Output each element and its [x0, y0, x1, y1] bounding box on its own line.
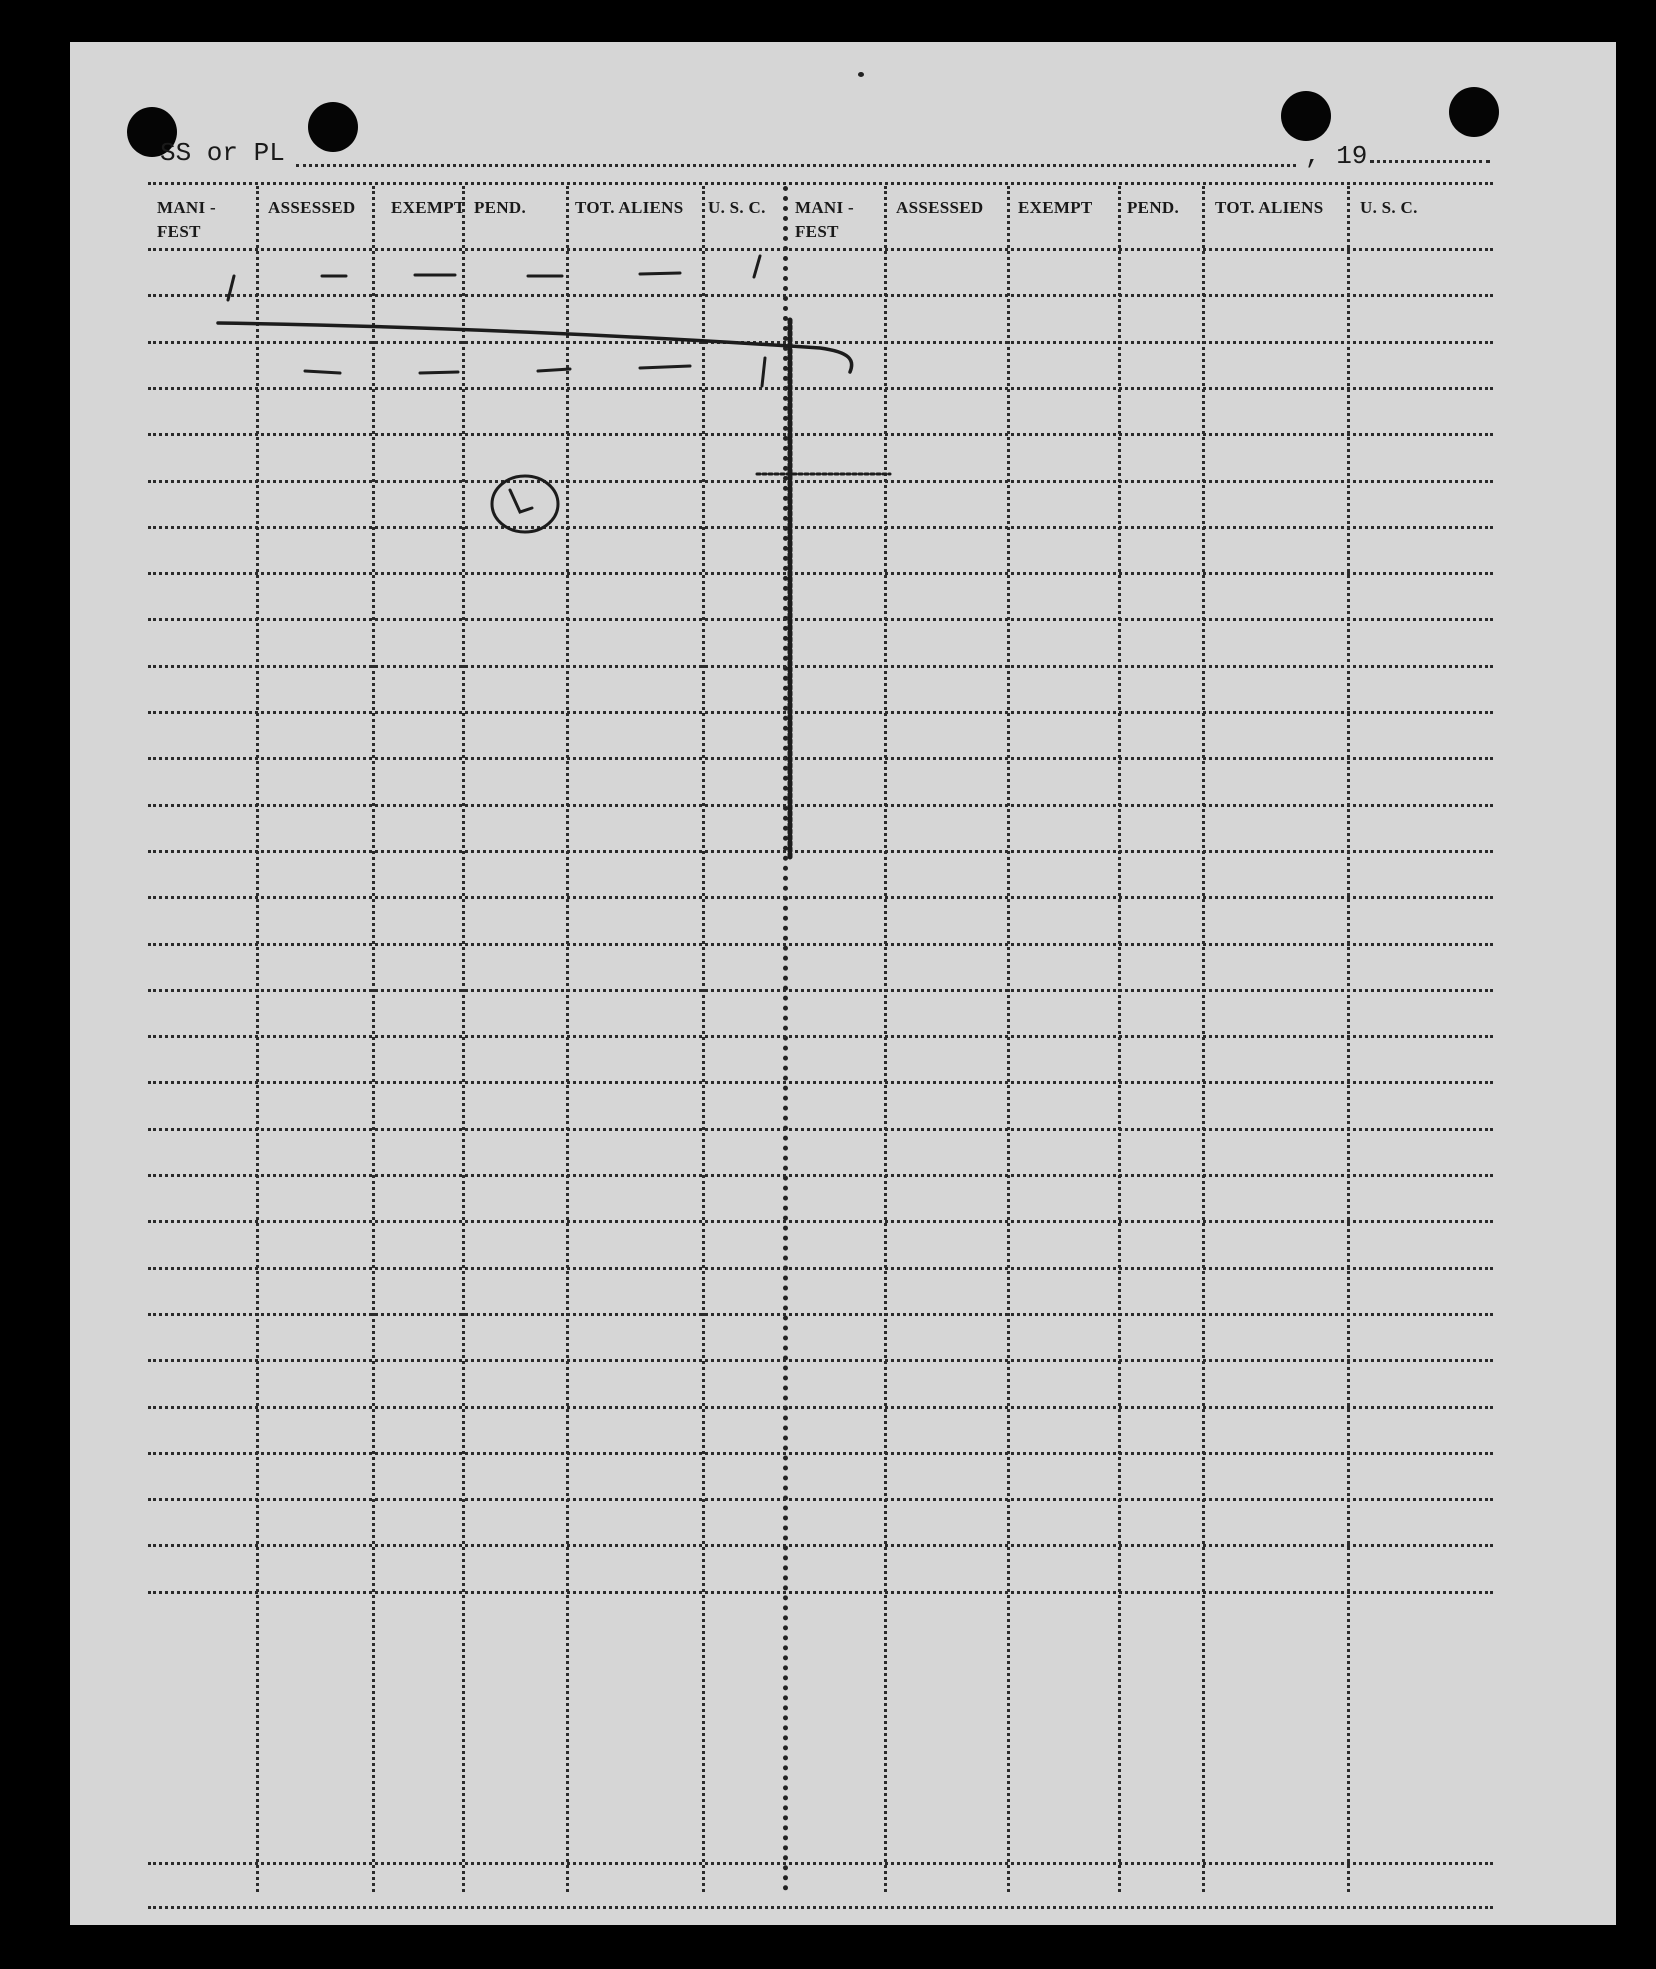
ss-fill-line	[296, 164, 1296, 167]
column-divider	[462, 186, 465, 1892]
row-rule	[148, 1544, 1493, 1547]
column-header-usc: U. S. C.	[708, 198, 766, 217]
row-rule	[148, 341, 1493, 344]
column-header-pend: PEND.	[474, 198, 527, 217]
row-rule	[148, 248, 1493, 251]
row-rule	[148, 1128, 1493, 1131]
center-divider	[783, 186, 788, 1892]
row-rule	[148, 618, 1493, 621]
row-rule	[148, 850, 1493, 853]
row-rule	[148, 1359, 1493, 1362]
column-header-assessed: ASSESSED	[896, 198, 984, 217]
year-fill-line	[1370, 160, 1490, 163]
row-rule	[148, 526, 1493, 529]
column-header-tot-aliens: TOT. ALIENS	[1215, 198, 1324, 217]
punch-hole	[1281, 91, 1331, 141]
row-rule	[148, 1220, 1493, 1223]
paper-speck	[858, 72, 864, 77]
column-header-manifest: MANI - FEST	[795, 198, 854, 241]
column-header-tot-aliens: TOT. ALIENS	[575, 198, 684, 217]
row-rule	[148, 480, 1493, 483]
column-header-assessed: ASSESSED	[268, 198, 356, 217]
column-divider	[1007, 186, 1010, 1892]
punch-hole	[308, 102, 358, 152]
row-rule	[148, 572, 1493, 575]
row-rule	[148, 943, 1493, 946]
header-top-rule	[148, 182, 1493, 185]
column-header-exempt: EXEMPT	[1018, 198, 1093, 217]
column-header-usc: U. S. C.	[1360, 198, 1418, 217]
column-divider	[372, 186, 375, 1892]
row-rule	[148, 804, 1493, 807]
column-divider	[256, 186, 259, 1892]
column-divider	[566, 186, 569, 1892]
column-header-manifest: MANI - FEST	[157, 198, 216, 241]
column-divider	[1118, 186, 1121, 1892]
row-rule	[148, 711, 1493, 714]
row-rule	[148, 1591, 1493, 1594]
column-divider	[1347, 186, 1350, 1892]
row-rule	[148, 1313, 1493, 1316]
row-rule	[148, 433, 1493, 436]
punch-hole	[1449, 87, 1499, 137]
row-rule	[148, 1452, 1493, 1455]
row-rule	[148, 294, 1493, 297]
row-rule	[148, 896, 1493, 899]
row-rule	[148, 1081, 1493, 1084]
column-divider	[1202, 186, 1205, 1892]
column-header-pend: PEND.	[1127, 198, 1180, 217]
row-rule	[148, 387, 1493, 390]
column-divider	[702, 186, 705, 1892]
row-rule	[148, 1906, 1493, 1909]
row-rule	[148, 1862, 1493, 1865]
row-rule	[148, 1267, 1493, 1270]
row-rule	[148, 1498, 1493, 1501]
row-rule	[148, 665, 1493, 668]
row-rule	[148, 1035, 1493, 1038]
row-rule	[148, 989, 1493, 992]
column-divider	[884, 186, 887, 1892]
row-rule	[148, 1174, 1493, 1177]
row-rule	[148, 757, 1493, 760]
column-header-exempt: EXEMPT	[391, 198, 466, 217]
date-year-label: , 19	[1305, 141, 1368, 171]
row-rule	[148, 1406, 1493, 1409]
ss-or-pl-label: SS or PL	[160, 138, 285, 168]
form-page	[70, 42, 1616, 1925]
